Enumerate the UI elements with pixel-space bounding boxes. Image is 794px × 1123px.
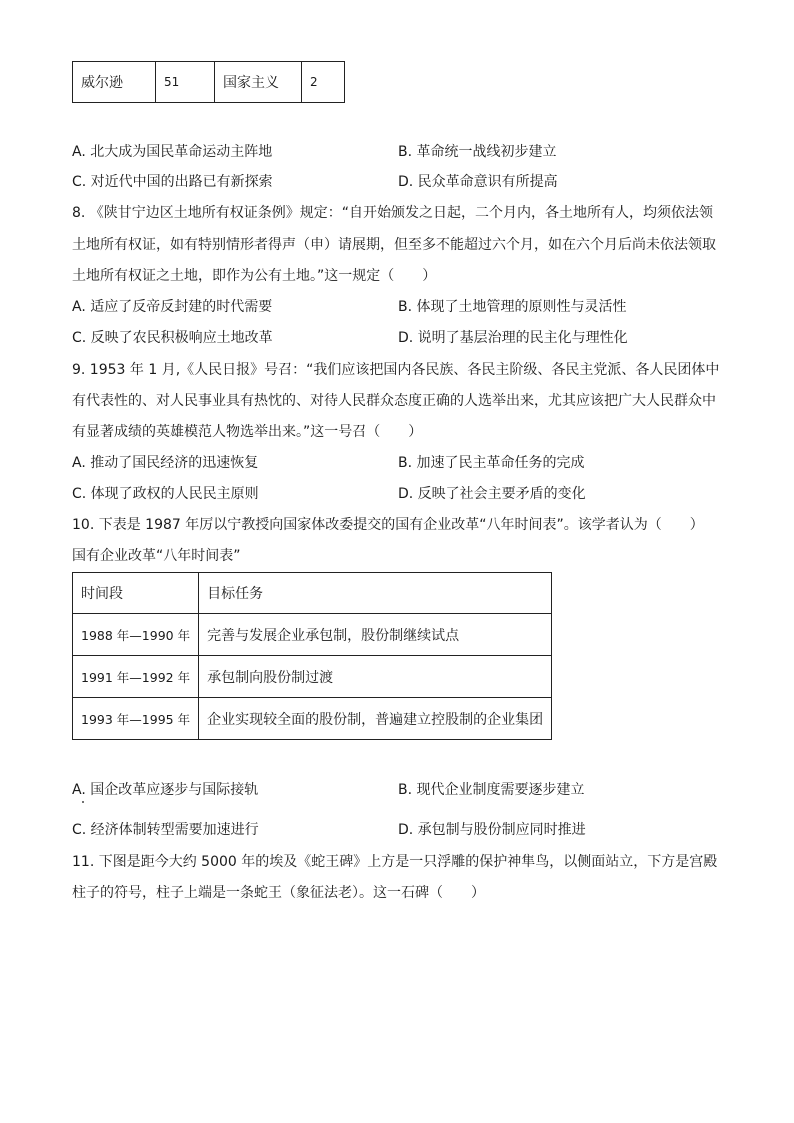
q9-stem-line: 有代表性的、对人民事业具有热忱的、对待人民群众态度正确的人选举出来，尤其应该把广大人民群众中 — [72, 393, 716, 409]
q10-option-b: B. 现代企业制度需要逐步建立 — [398, 782, 585, 798]
q9-option-b: B. 加速了民主革命任务的完成 — [398, 455, 585, 471]
top-table — [72, 61, 345, 103]
q11-stem-line: 11. 下图是距今大约 5000 年的埃及《蛇王碑》上方是一只浮雕的保护神隼鸟，以侧面站立，下方是宫殿 — [72, 854, 718, 870]
table-cell: 1991 年—1992 年 — [73, 656, 199, 698]
q8-option-d: D. 说明了基层治理的民主化与理性化 — [398, 330, 628, 346]
table-cell: 51 — [156, 62, 215, 103]
q7-option-d: D. 民众革命意识有所提高 — [398, 174, 558, 190]
table-cell: 企业实现较全面的股份制，普遍建立控股制的企业集团 — [199, 698, 552, 740]
stray-dot — [82, 801, 84, 803]
table-cell: 承包制向股份制过渡 — [199, 656, 552, 698]
table-header-row — [73, 573, 552, 614]
table-cell: 1993 年—1995 年 — [73, 698, 199, 740]
q10-stem: 10. 下表是 1987 年厉以宁教授向国家体改委提交的国有企业改革“八年时间表”。该学者认为（ ） — [72, 517, 704, 533]
q9-option-a: A. 推动了国民经济的迅速恢复 — [72, 455, 259, 471]
reform-timetable — [72, 572, 552, 740]
table-row — [73, 614, 552, 656]
q8-option-a: A. 适应了反帝反封建的时代需要 — [72, 299, 273, 315]
table-cell: 完善与发展企业承包制，股份制继续试点 — [199, 614, 552, 656]
table-row — [73, 62, 345, 103]
q8-option-c: C. 反映了农民积极响应土地改革 — [72, 330, 273, 346]
q8-stem-line: 土地所有权证之土地，即作为公有土地。”这一规定（ ） — [72, 268, 437, 284]
table-row — [73, 698, 552, 740]
q7-option-a: A. 北大成为国民革命运动主阵地 — [72, 144, 273, 160]
q9-option-c: C. 体现了政权的人民民主原则 — [72, 486, 259, 502]
q9-stem-line: 有显著成绩的英雄模范人物选举出来。”这一号召（ ） — [72, 424, 423, 440]
table-cell: 1988 年—1990 年 — [73, 614, 199, 656]
q10-option-c: C. 经济体制转型需要加速进行 — [72, 822, 259, 838]
table-row — [73, 656, 552, 698]
table-cell: 2 — [302, 62, 345, 103]
table-header-cell: 时间段 — [73, 573, 199, 614]
q10-option-d: D. 承包制与股份制应同时推进 — [398, 822, 586, 838]
q10-option-a: A. 国企改革应逐步与国际接轨 — [72, 782, 259, 798]
q7-option-c: C. 对近代中国的出路已有新探索 — [72, 174, 273, 190]
q11-stem-line: 柱子的符号，柱子上端是一条蛇王（象征法老）。这一石碑（ ） — [72, 885, 485, 901]
table-cell: 威尔逊 — [73, 62, 156, 103]
table-header-cell: 目标任务 — [199, 573, 552, 614]
q9-stem-line: 9. 1953 年 1 月,《人民日报》号召：“我们应该把国内各民族、各民主阶级、各民主党派、各人民团体中 — [72, 362, 720, 378]
q8-stem-line: 土地所有权证，如有特别情形者得声（申）请展期，但至多不能超过六个月，如在六个月后尚未依法领取 — [72, 237, 716, 253]
q8-stem-line: 8. 《陕甘宁边区土地所有权证条例》规定：“自开始颁发之日起，二个月内，各土地所有人，均须依法领 — [72, 205, 714, 221]
q8-option-b: B. 体现了土地管理的原则性与灵活性 — [398, 299, 627, 315]
q7-option-b: B. 革命统一战线初步建立 — [398, 144, 557, 160]
q10-table-title: 国有企业改革“八年时间表” — [72, 548, 241, 564]
table-cell: 国家主义 — [215, 62, 302, 103]
q9-option-d: D. 反映了社会主要矛盾的变化 — [398, 486, 586, 502]
